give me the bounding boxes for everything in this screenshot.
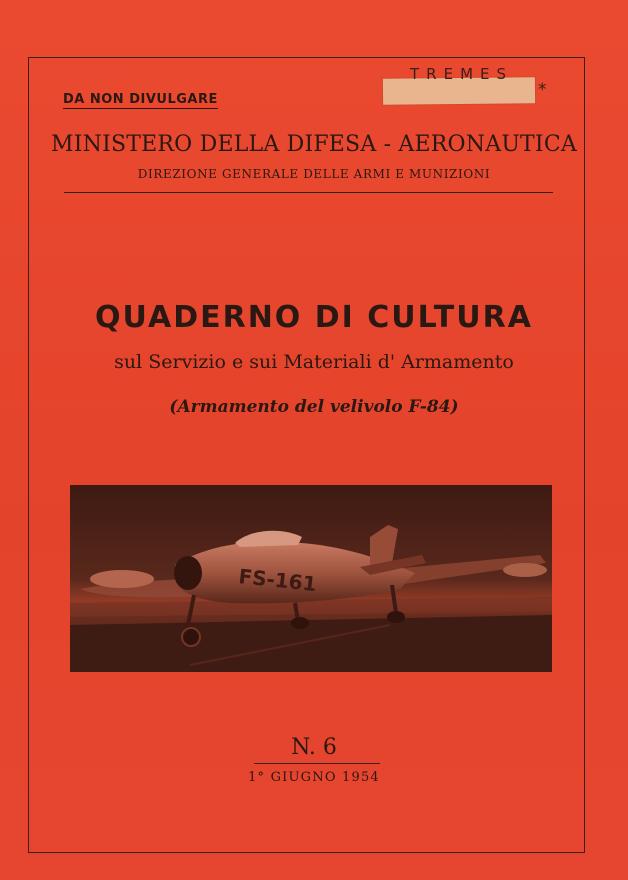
issue-divider bbox=[254, 763, 380, 764]
cover-title: QUADERNO DI CULTURA bbox=[95, 300, 533, 335]
restricted-warning: DA NON DIVULGARE bbox=[63, 92, 218, 107]
ministry-heading: MINISTERO DELLA DIFESA - AERONAUTICA bbox=[51, 132, 577, 157]
stamp-text: TREMES bbox=[410, 65, 514, 83]
header-divider bbox=[64, 192, 553, 193]
aircraft-note: (Armamento del velivolo F-84) bbox=[169, 397, 459, 417]
direction-subheading: DIREZIONE GENERALE DELLE ARMI E MUNIZIONI bbox=[137, 167, 491, 181]
cover-subtitle: sul Servizio e sui Materiali d' Armamento bbox=[114, 351, 514, 373]
issue-date: 1° GIUGNO 1954 bbox=[248, 770, 380, 785]
aircraft-marking: FS-161 bbox=[237, 564, 318, 597]
stamp-asterisk: * bbox=[538, 80, 547, 100]
aircraft-photo bbox=[70, 485, 552, 672]
issue-number: N. 6 bbox=[291, 735, 337, 760]
